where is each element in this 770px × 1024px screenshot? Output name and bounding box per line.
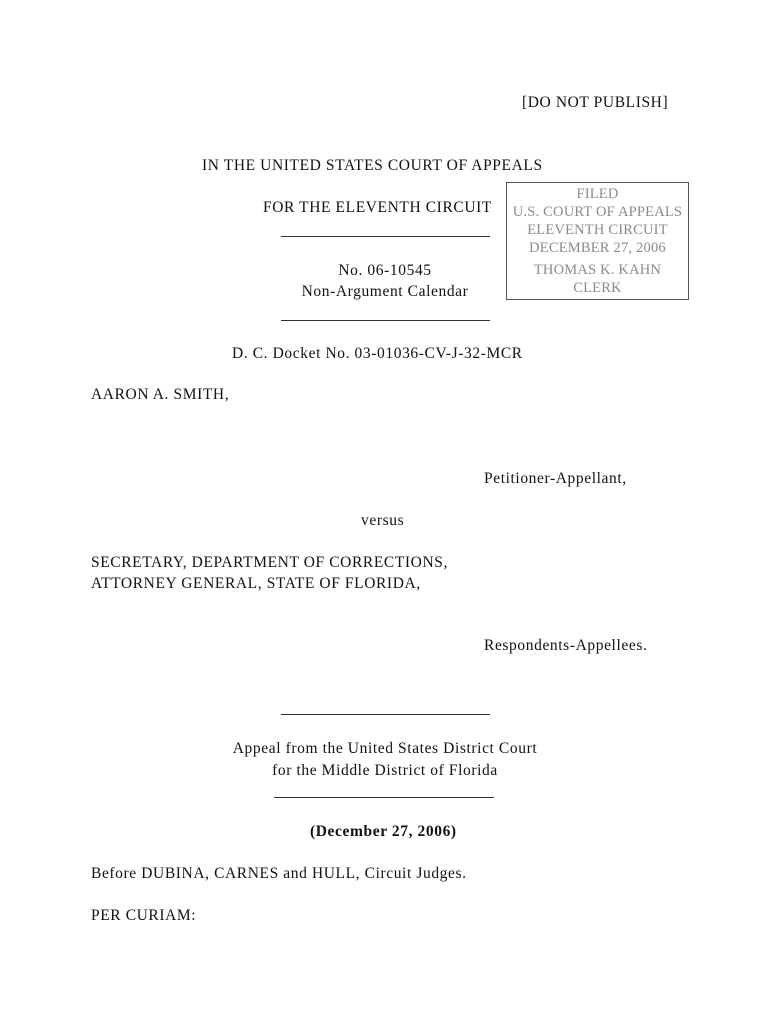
case-calendar: Non-Argument Calendar	[301, 283, 469, 300]
case-number: No. 06-10545	[338, 262, 432, 279]
appeal-line1: Appeal from the United States District Court	[232, 740, 538, 757]
separator-rule-4	[274, 797, 494, 798]
decision-date: (December 27, 2006)	[310, 823, 457, 840]
stamp-clerk-name: THOMAS K. KAHN	[533, 262, 662, 278]
respondent-role: Respondents-Appellees.	[484, 637, 648, 654]
per-curiam: PER CURIAM:	[91, 907, 197, 924]
panel-judges: Before DUBINA, CARNES and HULL, Circuit Judges.	[91, 865, 467, 882]
separator-rule-3	[281, 714, 490, 715]
petitioner-role: Petitioner-Appellant,	[484, 470, 627, 487]
versus-text: versus	[361, 512, 405, 529]
court-name-line1: IN THE UNITED STATES COURT OF APPEALS	[202, 157, 543, 174]
stamp-date: DECEMBER 27, 2006	[529, 240, 666, 256]
separator-rule-2	[281, 320, 490, 321]
separator-rule-1	[281, 236, 490, 237]
stamp-court: U.S. COURT OF APPEALS	[512, 204, 683, 220]
court-name-line2: FOR THE ELEVENTH CIRCUIT	[263, 199, 492, 216]
respondent-line1: SECRETARY, DEPARTMENT OF CORRECTIONS,	[91, 554, 448, 571]
docket-number: D. C. Docket No. 03-01036-CV-J-32-MCR	[232, 345, 523, 362]
publish-notice: [DO NOT PUBLISH]	[522, 94, 669, 111]
stamp-filed: FILED	[576, 186, 619, 202]
respondent-line2: ATTORNEY GENERAL, STATE OF FLORIDA,	[91, 575, 421, 592]
petitioner-name: AARON A. SMITH,	[91, 386, 230, 403]
appeal-line2: for the Middle District of Florida	[272, 762, 498, 779]
stamp-clerk-title: CLERK	[573, 280, 622, 296]
stamp-circuit: ELEVENTH CIRCUIT	[527, 222, 668, 238]
